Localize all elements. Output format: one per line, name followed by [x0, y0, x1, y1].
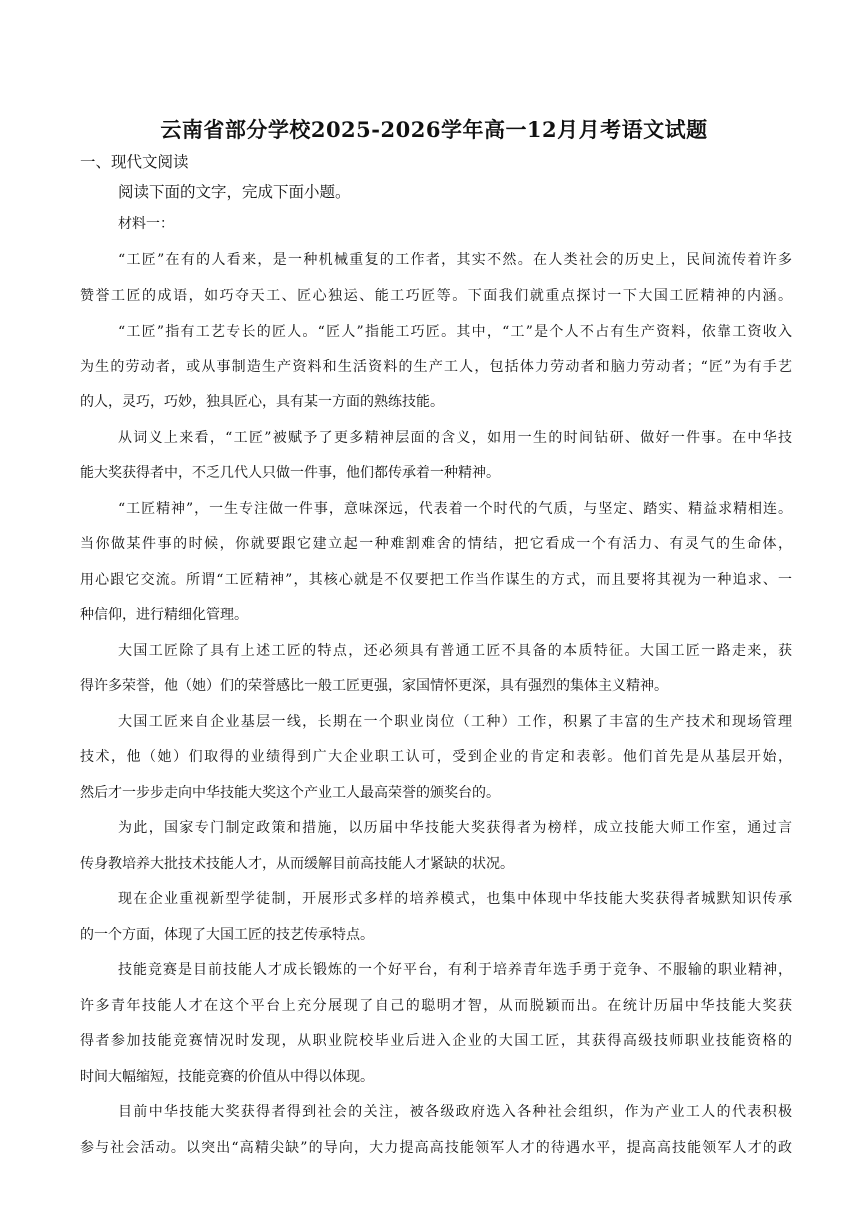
text-line: 得许多荣誉，他（她）们的荣誉感比一般工匠更强，家国情怀更深，具有强烈的集体主义精神。 [80, 678, 668, 694]
document-title: 云南省部分学校2025-2026学年高一12月月考语文试题 [160, 117, 708, 142]
text-line: 种信仰，进行精细化管理。 [80, 607, 248, 623]
text-line: 得者参加技能竞赛情况时发现，从职业院校毕业后进入企业的大国工匠，其获得高级技师职业技能资格的 [80, 1033, 792, 1049]
text-line: “工匠精神”，一生专注做一件事，意味深远，代表着一个时代的气质，与坚定、踏实、精益求精相连。 [118, 501, 792, 517]
text-line: “工匠”指有工艺专长的匠人。“匠人”指能工巧匠。其中，“工”是个人不占有生产资料，依靠工资收入 [118, 324, 792, 340]
text-line: 参与社会活动。以突出“高精尖缺”的导向，大力提高高技能领军人才的待遇水平，提高高技能领军人才的政 [80, 1140, 792, 1156]
text-line: 技术，他（她）们取得的业绩得到广大企业职工认可，受到企业的肯定和表彰。他们首先是从基层开始， [80, 749, 792, 765]
text-line: 现在企业重视新型学徒制，开展形式多样的培养模式，也集中体现中华技能大奖获得者城默知识传承 [118, 891, 792, 907]
text-line: 传身教培养大批技术技能人才，从而缓解目前高技能人才紧缺的状况。 [80, 856, 514, 872]
text-line: 的一个方面，体现了大国工匠的技艺传承特点。 [80, 927, 374, 943]
text-line: 为此，国家专门制定政策和措施，以历届中华技能大奖获得者为榜样，成立技能大师工作室，通过言 [118, 820, 792, 836]
text-line: 许多青年技能人才在这个平台上充分展现了自己的聪明才智，从而脱颖而出。在统计历届中华技能大奖获 [80, 998, 792, 1014]
text-line: 用心跟它交流。所谓“工匠精神”，其核心就是不仅要把工作当作谋生的方式，而且要将其视为一种追求、一 [80, 572, 792, 588]
text-line: 的人，灵巧，巧妙，独具匠心，具有某一方面的熟练技能。 [80, 394, 444, 410]
text-line: 目前中华技能大奖获得者得到社会的关注，被各级政府选入各种社会组织，作为产业工人的代表积极 [118, 1104, 792, 1120]
text-line: 大国工匠来自企业基层一线，长期在一个职业岗位（工种）工作，积累了丰富的生产技术和现场管理 [118, 714, 792, 730]
text-line: 为生的劳动者，或从事制造生产资料和生活资料的生产工人，包括体力劳动者和脑力劳动者；“匠”为有手艺 [80, 359, 792, 375]
text-line: 时间大幅缩短，技能竞赛的价值从中得以体现。 [80, 1069, 374, 1085]
text-line: “工匠”在有的人看来，是一种机械重复的工作者，其实不然。在人类社会的历史上，民间流传着许多 [118, 252, 792, 268]
text-line: 从词义上来看，“工匠”被赋予了更多精神层面的含义，如用一生的时间钻研、做好一件事。在中华技 [118, 430, 792, 446]
section-heading: 一、现代文阅读 [80, 153, 189, 171]
text-line: 能大奖获得者中，不乏几代人只做一件事，他们都传承着一种精神。 [80, 465, 500, 481]
text-line: 大国工匠除了具有上述工匠的特点，还必须具有普通工匠不具备的本质特征。大国工匠一路走来，获 [118, 643, 792, 659]
material-label: 材料一： [118, 216, 174, 232]
text-line: 当你做某件事的时候，你就要跟它建立起一种难割难舍的情结，把它看成一个有活力、有灵气的生命体， [80, 536, 792, 552]
text-line: 然后才一步步走向中华技能大奖这个产业工人最高荣誉的颁奖台的。 [80, 785, 500, 801]
text-line: 技能竞赛是目前技能人才成长锻炼的一个好平台，有利于培养青年选手勇于竞争、不服输的职业精神， [118, 962, 792, 978]
text-line: 赞誉工匠的成语，如巧夺天工、匠心独运、能工巧匠等。下面我们就重点探讨一下大国工匠精神的内涵。 [80, 288, 792, 304]
reading-instruction: 阅读下面的文字，完成下面小题。 [118, 183, 351, 201]
